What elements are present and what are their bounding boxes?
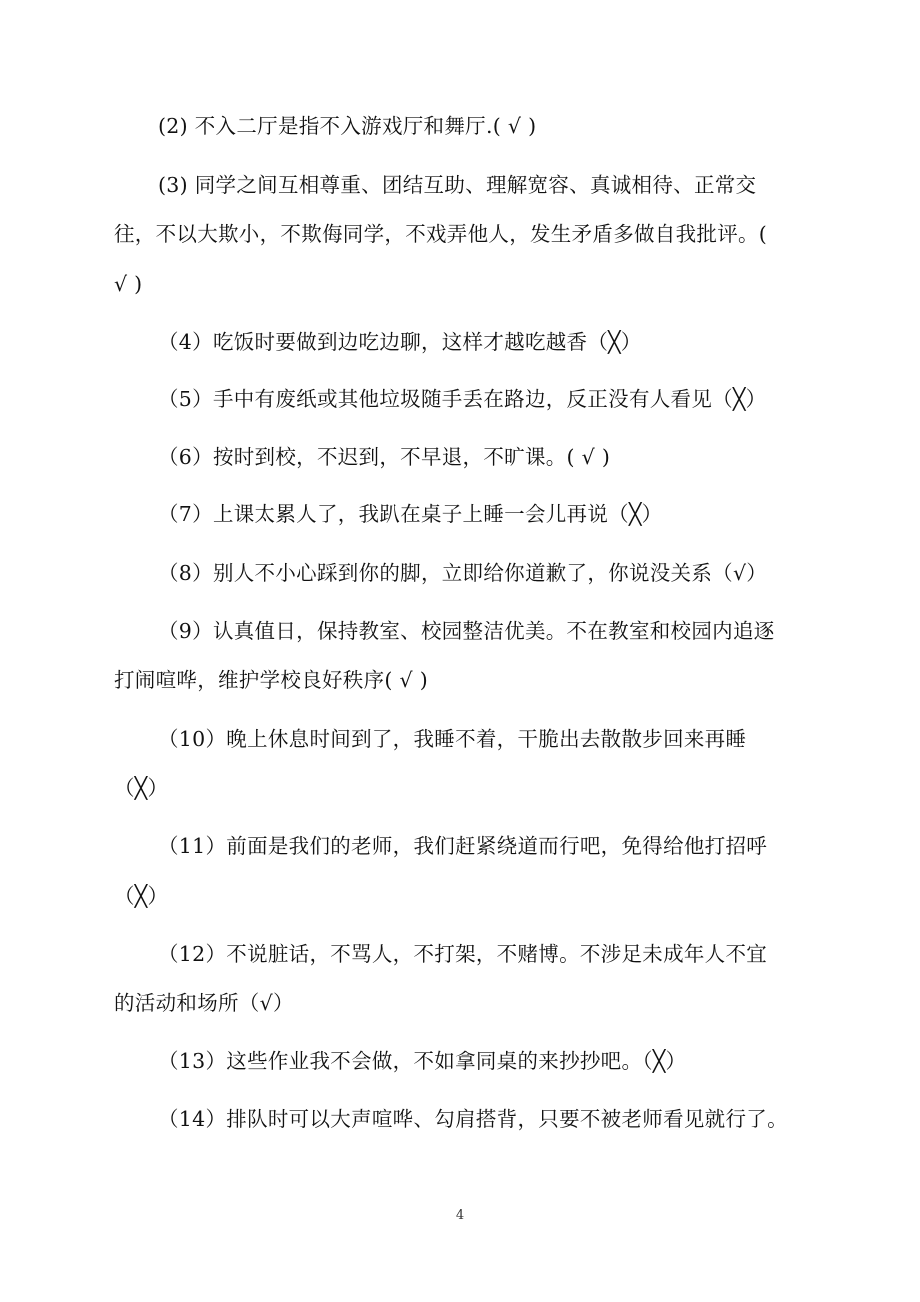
item-3-line-3: √ ) xyxy=(114,272,143,296)
item-3-line-2: 往，不以大欺小，不欺侮同学，不戏弄他人，发生矛盾多做自我批评。( xyxy=(114,222,768,246)
page-number: 4 xyxy=(455,1208,465,1223)
item-2-line-1: (2) 不入二厅是指不入游戏厅和舞厅.( √ ) xyxy=(158,114,537,138)
item-4-line-1: （4）吃饭时要做到边吃边聊，这样才越吃越香（╳） xyxy=(158,330,642,354)
item-3-line-1: (3) 同学之间互相尊重、团结互助、理解宽容、真诚相待、正常交 xyxy=(158,173,757,197)
item-12-line-1: （12）不说脏话，不骂人，不打架，不赌博。不涉足未成年人不宜 xyxy=(158,942,768,966)
item-9-line-2: 打闹喧哗，维护学校良好秩序( √ ) xyxy=(114,668,428,692)
item-11-line-2: （╳） xyxy=(114,884,169,908)
item-10-line-2: （╳） xyxy=(114,776,169,800)
item-12-line-2: 的活动和场所（√） xyxy=(114,991,294,1015)
item-5-line-1: （5）手中有废纸或其他垃圾随手丢在路边，反正没有人看见（╳） xyxy=(158,387,767,411)
item-10-line-1: （10）晚上休息时间到了，我睡不着，干脆出去散散步回来再睡 xyxy=(158,727,747,751)
item-8-line-1: （8）别人不小心踩到你的脚，立即给你道歉了，你说没关系（√） xyxy=(158,561,768,585)
item-14-line-1: （14）排队时可以大声喧哗、勾肩搭背，只要不被老师看见就行了。 xyxy=(158,1107,788,1131)
item-11-line-1: （11）前面是我们的老师，我们赶紧绕道而行吧，免得给他打招呼 xyxy=(158,834,768,858)
item-9-line-1: （9）认真值日，保持教室、校园整洁优美。不在教室和校园内追逐 xyxy=(158,619,775,643)
item-7-line-1: （7）上课太累人了，我趴在桌子上睡一会儿再说（╳） xyxy=(158,502,663,526)
item-13-line-1: （13）这些作业我不会做，不如拿同桌的来抄抄吧。（╳） xyxy=(158,1049,687,1073)
item-6-line-1: （6）按时到校，不迟到，不早退，不旷课。( √ ) xyxy=(158,445,611,469)
